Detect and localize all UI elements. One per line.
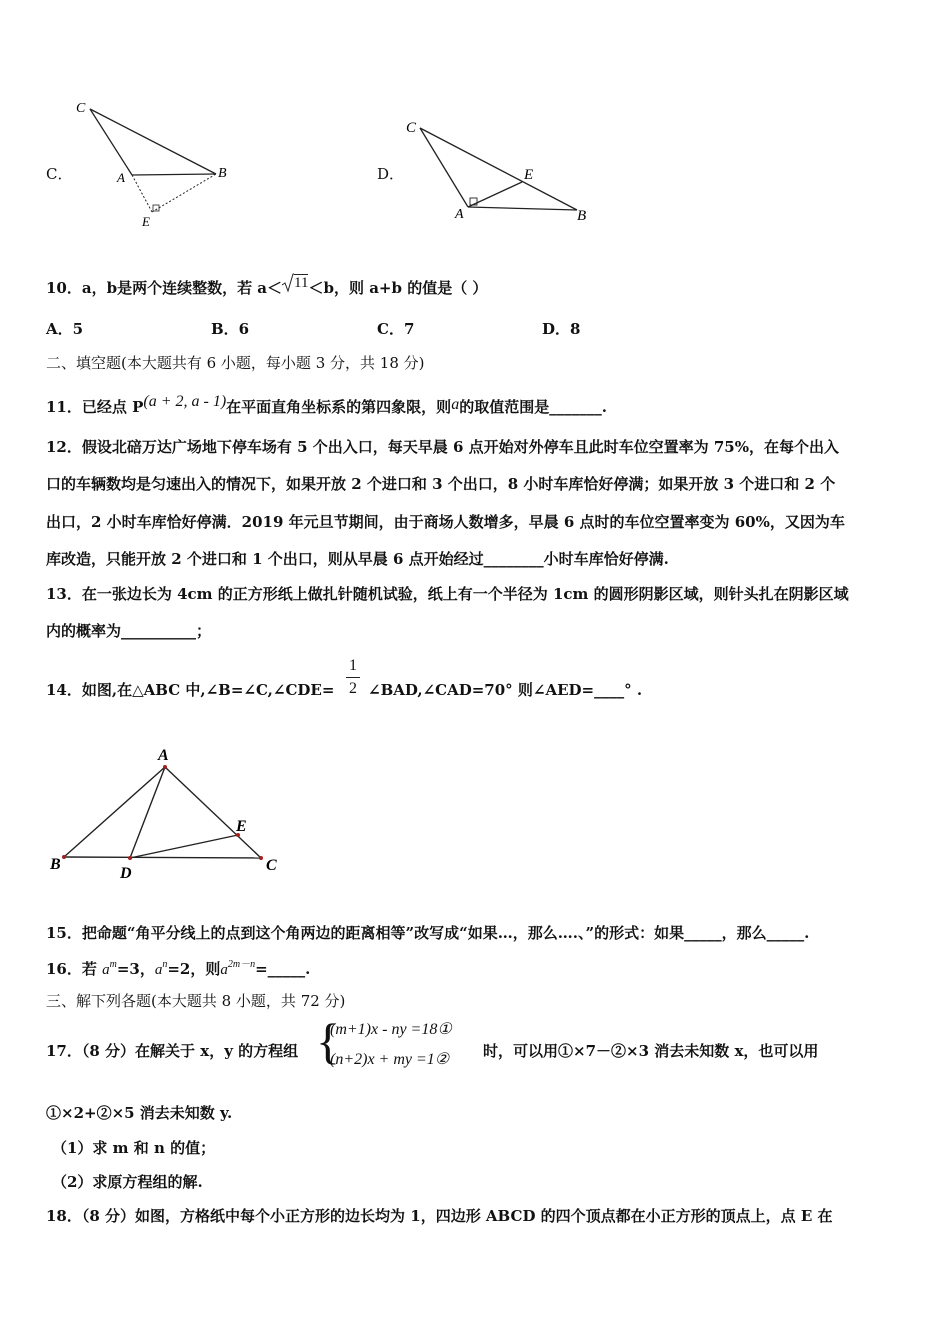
fig-d-label-b: B [577, 208, 587, 224]
fig14-point-a [163, 765, 167, 769]
q11-post: 的取值范围是_______. [459, 398, 607, 416]
q10-sqrt [282, 276, 308, 291]
fig-c-edge-ab [132, 174, 216, 175]
q10-sqrt-value: 11 [294, 275, 309, 291]
q17-pre: 17．（8 分）在解关于 x，y 的方程组 [46, 1042, 299, 1060]
figure-14-triangle [40, 740, 300, 890]
q13-line-2: 内的概率为__________； [46, 622, 212, 640]
q11-mid: 在平面直角坐标系的第四象限，则 [226, 398, 452, 416]
fig14-edge-de [130, 835, 238, 858]
q16-pre: 16．若 [46, 960, 97, 978]
fig14-edge-bc [64, 857, 261, 858]
fig-c-dotted-eb [152, 174, 216, 212]
fig14-point-d [128, 856, 132, 860]
q17-eq-1: (m+1)x - ny =18① [330, 1021, 452, 1038]
fig-c-edge-cb [90, 109, 216, 174]
q10-post: ＜b，则 a+b 的值是（ ） [308, 279, 488, 297]
q17-sub-2: （2）求原方程组的解. [52, 1173, 203, 1191]
option-d-label: D． [377, 165, 405, 183]
q12-line-4: 库改造，只能开放 2 个进口和 1 个出口，则从早晨 6 点开始经过________小时车库恰好停满. [46, 550, 669, 568]
q10-text [46, 276, 487, 296]
fig-d-label-c: C [406, 120, 417, 136]
fig14-edge-ac [165, 767, 261, 858]
q10-pre: 10．a，b是两个连续整数，若 a＜ [46, 279, 283, 297]
q16-post: =_____. [255, 960, 311, 978]
q10-option-a: A．5 [46, 320, 84, 338]
q15-text: 15．把命题“角平分线上的点到这个角两边的距离相等”改写成“如果…，那么….、”的形式：如果_____，那么_____. [46, 924, 810, 942]
section-2-heading: 二、填空题(本大题共有 6 小题，每小题 3 分，共 18 分) [46, 354, 425, 372]
q10-option-c: C．7 [377, 320, 415, 338]
q16-exp-1: m [109, 959, 117, 970]
q16-base-3: a [220, 962, 228, 978]
q12-line-2: 口的车辆数均是匀速出入的情况下，如果开放 2 个进口和 3 个出口，8 小时车库恰好停满；如果开放 3 个进口和 2 个 [46, 475, 836, 493]
fig14-edge-ad [130, 767, 165, 858]
q14-post: ∠BAD,∠CAD=70° 则∠AED=____° . [368, 681, 643, 699]
q17-post: 时，可以用①×7－②×3 消去未知数 x，也可以用 [483, 1042, 819, 1060]
q14-pre: 14．如图,在△ABC 中,∠B=∠C,∠CDE= [46, 681, 335, 699]
q16-mid-2: =2，则 [167, 960, 221, 978]
fig-c-label-e: E [142, 214, 150, 229]
q16-text [46, 960, 310, 978]
q18-text: 18．（8 分）如图，方格纸中每个小正方形的边长均为 1，四边形 ABCD 的四个顶点都在小正方形的顶点上，点 E 在 [46, 1207, 833, 1225]
q14-frac-num: 1 [349, 657, 357, 674]
q12-line-1: 12．假设北碚万达广场地下停车场有 5 个出入口，每天早晨 6 点开始对外停车且此时车位空置率为 75%，在每个出入 [46, 438, 839, 456]
figure-d [400, 110, 600, 230]
fig-d-edge-ab [468, 207, 577, 210]
fig-c-dotted-ae [132, 175, 152, 212]
fig14-point-c [259, 856, 263, 860]
fig-d-label-e: E [524, 167, 534, 183]
fig14-label-a: A [158, 747, 169, 764]
q17-eq-2: (n+2)x + my =1② [330, 1051, 450, 1068]
q12-line-3: 出口，2 小时车库恰好停满．2019 年元旦节期间，由于商场人数增多，早晨 6 点时的车位空置率变为 60%，又因为车 [46, 513, 845, 531]
q17-sub-1: （1）求 m 和 n 的值； [52, 1139, 216, 1157]
fig-c-label-a: A [117, 170, 125, 185]
fig-d-label-a: A [455, 207, 464, 222]
fig14-label-d: D [120, 865, 132, 882]
fig-c-edge-ca [90, 109, 132, 175]
q14-frac-den: 2 [349, 680, 357, 697]
q16-exp-3: 2m－n [227, 959, 256, 970]
section-3-heading: 三、解下列各题(本大题共 8 小题，共 72 分) [46, 992, 346, 1010]
fig14-label-b: B [50, 856, 61, 873]
fig-d-edge-ae [468, 182, 522, 207]
q16-exp-2: n [162, 959, 168, 970]
fig14-point-b [62, 855, 66, 859]
q17-brace: { [316, 1013, 340, 1069]
q10-option-d: D．8 [542, 320, 581, 338]
option-c-label: C． [46, 165, 73, 183]
q13-line-1: 13．在一张边长为 4cm 的正方形纸上做扎针随机试验，纸上有一个半径为 1cm 的圆形阴影区域，则针头扎在阴影区域 [46, 585, 849, 603]
q11-point: (a + 2, a - 1) [143, 393, 227, 410]
q11-var: a [451, 396, 460, 413]
q16-base-2: a [154, 962, 163, 978]
q11-text [46, 394, 607, 415]
fig14-edge-ab [64, 767, 165, 857]
figure-c [70, 95, 240, 235]
q11-pre: 11．已经点 P [46, 398, 144, 416]
q16-mid-1: =3， [116, 960, 155, 978]
fig14-label-e: E [236, 818, 247, 835]
q14-fraction [346, 658, 360, 697]
fig-d-edge-cb [420, 128, 577, 210]
fig-c-label-b: B [218, 166, 227, 181]
fig-c-label-c: C [76, 101, 86, 116]
fig14-label-c: C [266, 857, 277, 874]
q17-line-2: ①×2+②×5 消去未知数 y. [46, 1104, 233, 1122]
q10-option-b: B．6 [211, 320, 250, 338]
q16-base-1: a [102, 962, 110, 978]
